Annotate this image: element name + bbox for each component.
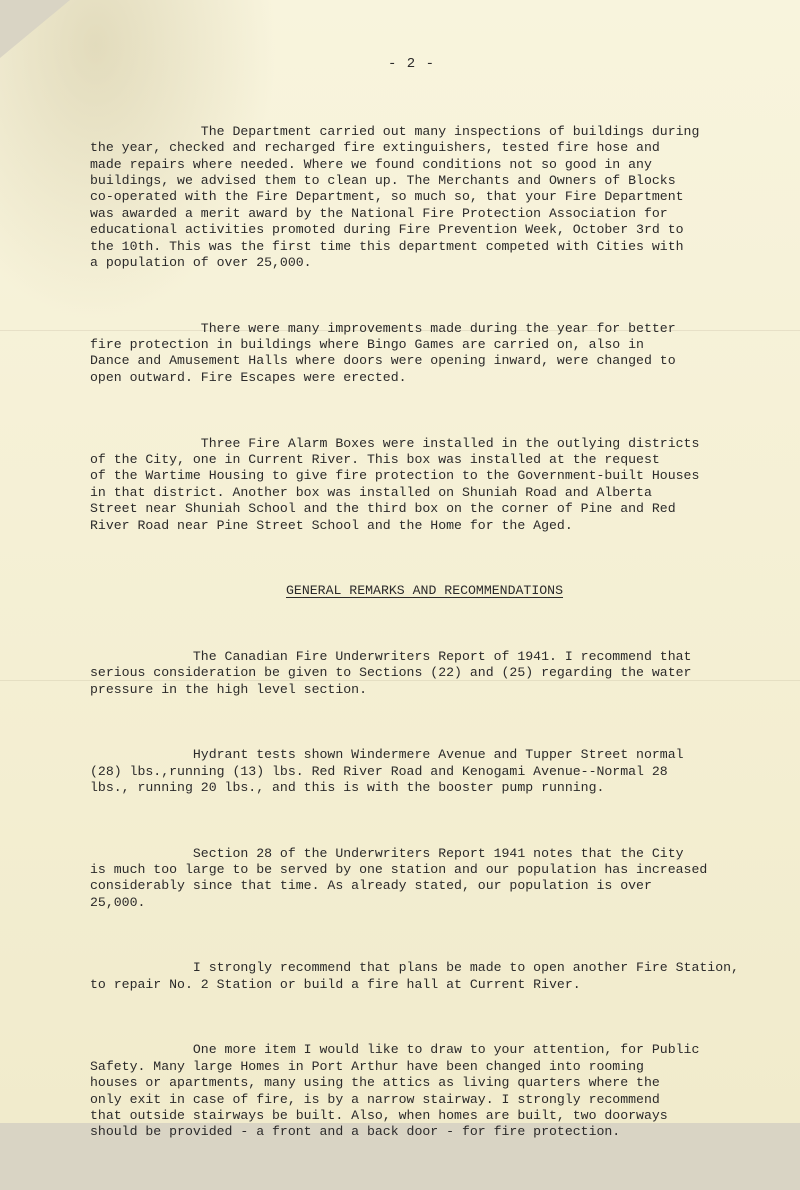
section-heading bbox=[90, 583, 750, 599]
page-number: - 2 - bbox=[388, 56, 436, 72]
section-heading-text: GENERAL REMARKS AND RECOMMENDATIONS bbox=[286, 583, 563, 599]
paragraph-inspections: The Department carried out many inspections of buildings during the year, checked and recharged fire extinguishers, tested fire hose and made repairs where needed. Where we found conditions not so good in any buildings, we advised them to clean up. The Merchants and Owners of Blocks co-operated with the Fire Department, so much so, that your Fire Department was awarded a merit award by the National Fire Protection Association for educational activities promoted during Fire Prevention Week, October 3rd to the 10th. This was the first time this department competed with Cities with a population of over 25,000. bbox=[90, 123, 700, 271]
paragraph-section-28: Section 28 of the Underwriters Report 1941 notes that the City is much too large to be served by one station and our population has increased considerably since that time. As already stated, our population is over 25,000. bbox=[90, 845, 708, 910]
paragraph-underwriters-report: The Canadian Fire Underwriters Report of 1941. I recommend that serious consideration be given to Sections (22) and (25) regarding the water pressure in the high level section. bbox=[90, 648, 692, 697]
paragraph-fire-station: I strongly recommend that plans be made to open another Fire Station, to repair No. 2 Station or build a fire hall at Current River. bbox=[90, 960, 739, 992]
paragraph-public-safety: One more item I would like to draw to your attention, for Public Safety. Many large Homes in Port Arthur have been changed into rooming houses or apartments, many using the attics as living quarters where the only exit in case of fire, is by a narrow stairway. I strongly recommend that outside stairways be built. Also, when homes are built, two doorways should be provided - a front and a back door - for fire protection. bbox=[90, 1042, 700, 1140]
paragraph-hydrant-tests: Hydrant tests shown Windermere Avenue and Tupper Street normal (28) lbs.,running (13) lbs. Red River Road and Kenogami Avenue--Normal 28 lbs., running 20 lbs., and this is with the booster pump running. bbox=[90, 747, 684, 795]
document-body bbox=[90, 91, 750, 1190]
folded-corner bbox=[0, 0, 70, 58]
paragraph-alarm-boxes: Three Fire Alarm Boxes were installed in the outlying districts of the City, one in Current River. This box was installed at the request of the Wartime Housing to give fire protection to the Government-built Houses in that district. Another box was installed on Shuniah Road and Alberta Street near Shuniah School and the third box on the corner of Pine and Red River Road near Pine Street School and the Home for the Aged. bbox=[90, 435, 700, 533]
paragraph-improvements: There were many improvements made during the year for better fire protection in buildings where Bingo Games are carried on, also in Dance and Amusement Halls where doors were opening inward, were changed to open outward. Fire Escapes were erected. bbox=[90, 320, 676, 385]
